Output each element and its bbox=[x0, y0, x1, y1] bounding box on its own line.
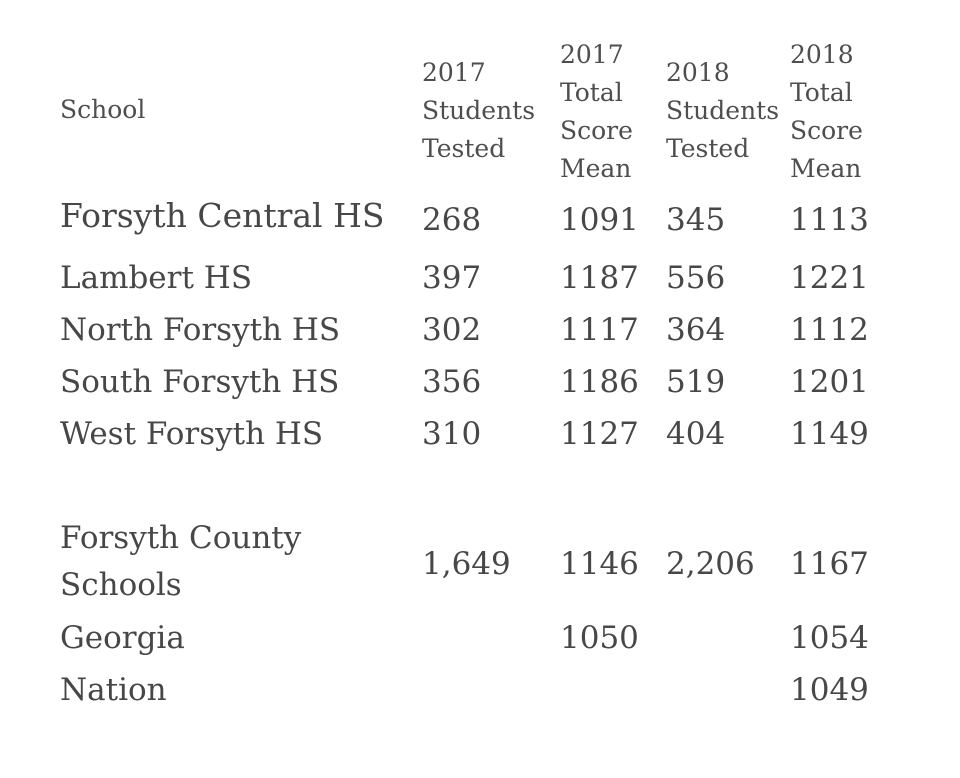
table-cell-2018-score: 1113 bbox=[790, 202, 869, 238]
table-cell-2018-students: 2,206 bbox=[666, 546, 755, 582]
table-row-school: Georgia bbox=[60, 620, 185, 656]
header-2017-students-tested: 2017 Students Tested bbox=[422, 58, 536, 163]
table-cell-2018-students: 404 bbox=[666, 416, 726, 452]
table-cell-2017-students: 397 bbox=[422, 260, 482, 296]
table-cell-2017-score: 1117 bbox=[560, 312, 639, 348]
header-2018-students-tested: 2018 Students Tested bbox=[666, 58, 780, 163]
table-row-school: Lambert HS bbox=[60, 260, 253, 296]
table-row-school: Forsyth County Schools bbox=[60, 520, 302, 603]
table-cell-2018-students: 345 bbox=[666, 202, 726, 238]
table-cell-2018-students: 519 bbox=[666, 364, 726, 400]
table-cell-2018-score: 1221 bbox=[790, 260, 869, 296]
table-cell-2018-score: 1054 bbox=[790, 620, 869, 656]
header-2018-total-score-mean: 2018 Total Score Mean bbox=[790, 40, 863, 183]
table-cell-2017-score: 1187 bbox=[560, 260, 639, 296]
table-cell-2017-students: 268 bbox=[422, 202, 482, 238]
table-cell-2018-students: 364 bbox=[666, 312, 726, 348]
table-cell-2018-score: 1167 bbox=[790, 546, 869, 582]
table-cell-2017-students: 310 bbox=[422, 416, 482, 452]
table-cell-2017-score: 1091 bbox=[560, 202, 639, 238]
table-cell-2017-score: 1146 bbox=[560, 546, 639, 582]
table-cell-2018-score: 1201 bbox=[790, 364, 869, 400]
table-cell-2017-score: 1127 bbox=[560, 416, 639, 452]
table-row-school: Nation bbox=[60, 672, 167, 708]
table-row-school: South Forsyth HS bbox=[60, 364, 340, 400]
table-cell-2018-score: 1112 bbox=[790, 312, 869, 348]
table-row-school: West Forsyth HS bbox=[60, 416, 324, 452]
table-cell-2017-students: 356 bbox=[422, 364, 482, 400]
table-row-school: North Forsyth HS bbox=[60, 312, 341, 348]
table-row-school: Forsyth Central HS bbox=[60, 196, 385, 235]
header-2017-total-score-mean: 2017 Total Score Mean bbox=[560, 40, 633, 183]
table-cell-2017-score: 1186 bbox=[560, 364, 639, 400]
table-cell-2017-students: 302 bbox=[422, 312, 482, 348]
table-cell-2018-score: 1149 bbox=[790, 416, 869, 452]
table-cell-2017-students: 1,649 bbox=[422, 546, 511, 582]
table-cell-2017-score: 1050 bbox=[560, 620, 639, 656]
table-cell-2018-students: 556 bbox=[666, 260, 726, 296]
header-school: School bbox=[60, 95, 146, 124]
table-cell-2018-score: 1049 bbox=[790, 672, 869, 708]
